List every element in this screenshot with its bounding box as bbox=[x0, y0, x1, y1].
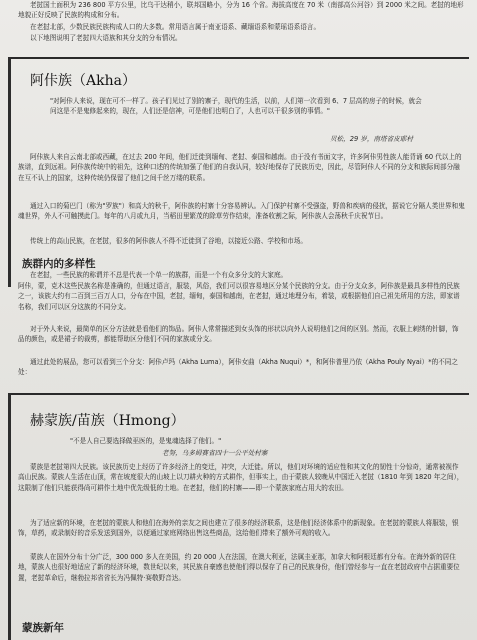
hmong-sidebar-bar bbox=[8, 393, 11, 640]
akha-quote: "对阿佧人来说，现在可不一样了。孩子们见过了别的寨子，现代的生活，以前，人们第一次看到 6、7 层高的房子的时候，就会问这是不是鬼修起来的，现在，人们还是信神，可是他们也明白了，人也可以干很多别的事情。" bbox=[50, 97, 422, 116]
hmong-section-title: 赫蒙族/苗族（Hmong） bbox=[30, 413, 185, 429]
hmong-paragraph-2: 为了适应新的环境，在老挝的蒙族人和他们在海外的亲友之间也建立了很多的经济联系，这是他们经济体系中的新现象。在老挝的蒙族人将服装，银饰，草药，或录制好的音乐发送到国外，以便通过家庭网络出售这些商品，这给他们带来了额外可观的收入。 bbox=[18, 519, 459, 538]
intro-paragraph-1: 老挝国土面积为 236 800 平方公里，比乌干达稍小，联邦国略小，分为 16 个省。海拔高度在 70 米（南部高公河谷）到 2000 米之间。老挝的地形地貌正好反映了民族的构成和分布。 bbox=[18, 1, 464, 20]
diversity-paragraph-3: 对于外人来说，最简单的区分方法就是看他们的饰品。阿佧人常常描述到女头饰的形状以向外人说明他们之间的区别。然而，衣服上刺绣的针脚，饰品的颜色，或是裙子的裁剪，都能帮助区分他们不同的家族或分支。 bbox=[18, 325, 459, 344]
hmong-paragraph-3: 蒙族人在国外分布十分广泛，300 000 多人在美国，约 20 000 人在法国，在澳大利亚，法属圭亚那，加拿大和阿根廷都有分布。在海外新的居住地，蒙族人也很好地适应了新的经济环境，数世纪以来，其民族自豪感也使他们得以保存了自己的民族身份，他们曾经参与一直在老挝政府中占据重要位置，老挝革命后，继勃拉邦省省长为冯佩特·赛敬野音达。 bbox=[18, 553, 460, 582]
diversity-paragraph-2: 阿佧，蒙，克木这些民族名称是准确的，但通过语言，服装，风俗，我们可以很容易地区分某个民族的分支。由于分支众多，阿佧族是最具多样性的民族之一，该族大约有二百到三百万人口，分布在中国，老挝，缅甸，泰国和越南，在老挝，通过地理分布，着装，或根据他们自己祖先所用的方法，即家谱名称，我们可以区分这族的不同分支。 bbox=[18, 282, 460, 311]
akha-sidebar-bar bbox=[8, 57, 11, 287]
akha-paragraph-1: 阿佧族人来自云南北部或西藏，在过去 200 年间，他们迁徙到缅甸、老挝、泰国和越南。由于没有书面文字，许多阿佧男性族人能背诵 60 代以上的族谱，直到远祖。阿佧族传统中的祖先，这种口述的传统加强了他们的自我认同，较好地保存了民族历史，因此，尽管阿佧人不同的分支和族际间部分融在互不认上的国家，这种传统仍保留了他们之间千丝万缕的联系。 bbox=[18, 153, 462, 182]
akha-section-title: 阿佧族（Akha） bbox=[30, 73, 136, 89]
akha-paragraph-3: 传统上的高山民族，在老挝，很多的阿佧族人不得不迁徙到了谷地，以接近公路、学校和市场。 bbox=[30, 237, 307, 245]
section-divider-middle bbox=[10, 393, 469, 395]
intro-paragraph-3: 以下地图说明了老挝四大语族和其分支的分布情况。 bbox=[30, 34, 182, 42]
hmong-paragraph-1: 蒙族是老挝第四大民族。该民族历史上经历了许多经济上的变迁，冲突，大迁徙。所以，他们对环境的适应性和其文化的韧性十分惊奇，通常被视作高山民族。蒙族人生活在山顶，常在坡度很大的山坡上以刀耕火种的方式耕作，但事实上，由于蒙族人较晚从中国迁入老挝（1810 年到 1820 年之间），这限制了他们只能获得尚可耕作土地中优先级低的土地。在老挝，他们的村寨——即一个蒙族家庭占用大的农田。 bbox=[18, 463, 464, 492]
akha-quote-attribution: 贝松，29 岁，南塔省皮耶村 bbox=[329, 135, 413, 143]
diversity-heading: 族群内的多样性 bbox=[22, 258, 96, 270]
hmong-quote-attribution: 老努，乌多姆赛省四十一公平处村寨 bbox=[162, 449, 268, 457]
akha-paragraph-2: 通过入口的菊巴门（称为"罗族"）和高大的秋千，阿佧族的村寨十分容易辨认。入门保护村寨不受强盗，野兽和疾病的侵扰，据说它分隔人类世界和鬼魂世界，外人不可触摸此门。每年的八月或九月，当稻田里繁茂的除草劳作结束，准备收割之际，阿佧族人会荡秋千庆祝节日。 bbox=[18, 202, 465, 221]
diversity-paragraph-1: 在老挝，一些民族的称谓并不总是代表一个单一的族群，而是一个有众多分支的大家庭。 bbox=[30, 271, 288, 279]
diversity-paragraph-4: 通过此处的展品，您可以看到三个分支：阿佧卢玛（Akha Luma），阿佧女曲（Akha Nuqui）*，和阿佧普里乃依（Akha Pouly Nyai）*的不同之处： bbox=[18, 358, 458, 377]
hmong-new-year-heading: 蒙族新年 bbox=[22, 622, 64, 634]
hmong-quote: "不是人自己要选择做巫医的，是鬼魂选择了他们。" bbox=[70, 437, 222, 445]
section-divider-top bbox=[10, 57, 469, 59]
intro-paragraph-2: 在老挝北部，少数民族民族构成人口的大多数。常用语言属于南亚语系、藏缅语系和蒙瑶语系语言。 bbox=[30, 23, 321, 31]
